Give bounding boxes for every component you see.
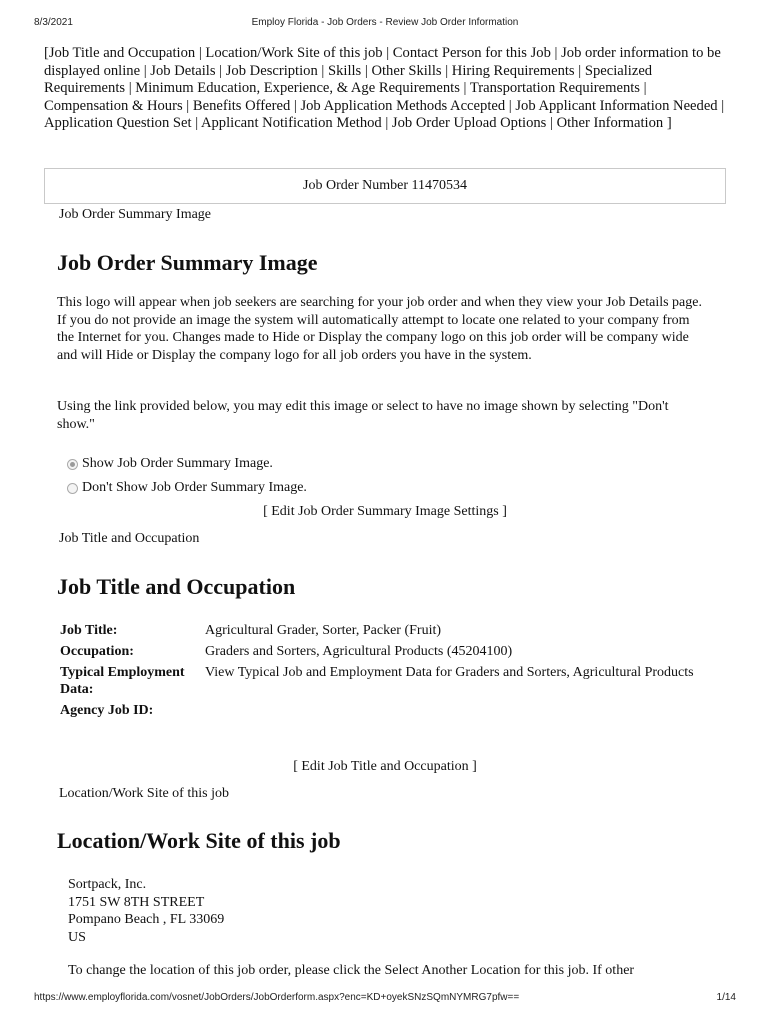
location-anchor-label: Location/Work Site of this job <box>59 786 229 801</box>
country: US <box>68 929 86 945</box>
edit-title-occupation-link[interactable]: [ Edit Job Title and Occupation ] <box>293 759 477 774</box>
change-location-text: To change the location of this job order, please click the Select Another Location for this job. If other <box>68 963 635 978</box>
job-order-number: Job Order Number 11470534 <box>303 178 467 193</box>
table-row <box>60 702 720 720</box>
hide-image-option[interactable] <box>67 480 307 496</box>
show-image-option[interactable] <box>67 456 273 472</box>
job-title-table <box>60 622 720 723</box>
location-heading: Location/Work Site of this job <box>57 828 341 853</box>
typical-employment-label: Typical Employment Data: <box>60 664 185 698</box>
section-nav-links[interactable]: [Job Title and Occupation | Location/Work Site of this job | Contact Person for this Job | Job order information to be displayed online | Job Details | Job Description | Skills | Other Skills | Hiring Requirements | Specialized Requirements | Minimum Education, Experience, & Age Requirements | Transportation Requirements | Compensation & Hours | Benefits Offered | Job Application Methods Accepted | Job Applicant Information Needed | Application Question Set | Applicant Notification Method | Job Order Upload Options | Other Information ] <box>44 45 725 131</box>
print-date: 8/3/2021 <box>34 17 73 28</box>
occupation-label: Occupation: <box>60 643 134 659</box>
summary-image-anchor-label: Job Order Summary Image <box>59 207 212 222</box>
summary-image-heading: Job Order Summary Image <box>57 250 318 275</box>
job-title-label: Job Title: <box>60 623 118 638</box>
typical-employment-link[interactable]: View Typical Job and Employment Data for Graders and Sorters, Agricultural Products <box>205 664 694 680</box>
print-footer <box>0 992 770 1006</box>
job-order-number-box <box>44 168 726 204</box>
title-occupation-heading: Job Title and Occupation <box>57 574 296 599</box>
edit-summary-image-link[interactable]: [ Edit Job Order Summary Image Settings ] <box>263 504 507 519</box>
street-address: 1751 SW 8TH STREET <box>68 894 205 910</box>
agency-job-id-label: Agency Job ID: <box>60 703 154 719</box>
page-number: 1/14 <box>716 992 736 1003</box>
company-name: Sortpack, Inc. <box>68 877 147 892</box>
hide-image-label: Don't Show Job Order Summary Image. <box>82 480 307 495</box>
summary-image-description: This logo will appear when job seekers are searching for your job order and when they view your Job Details page. If you do not provide an image the system will automatically attempt to locate one related to your company from the Internet for you. Changes made to Hide or Display the company logo on this job order will be company wide and will Hide or Display the company logo for all job orders you have in the system. <box>57 295 702 363</box>
show-image-label: Show Job Order Summary Image. <box>82 456 273 471</box>
work-site-address <box>68 876 224 946</box>
print-url: https://www.employflorida.com/vosnet/JobOrders/JobOrderform.aspx?enc=KD+oyekSNzSQmNYMRG7pfw== <box>34 992 520 1003</box>
job-title-value: Agricultural Grader, Sorter, Packer (Fruit) <box>205 623 442 638</box>
occupation-value: Graders and Sorters, Agricultural Products (45204100) <box>205 643 513 659</box>
agency-job-id-value <box>205 702 720 720</box>
hide-image-radio[interactable] <box>67 483 78 494</box>
print-title: Employ Florida - Job Orders - Review Job Order Information <box>251 17 519 28</box>
print-header <box>0 17 770 31</box>
city-state-zip: Pompano Beach , FL 33069 <box>68 912 225 928</box>
show-image-radio[interactable] <box>67 459 78 470</box>
title-occupation-anchor-label: Job Title and Occupation <box>59 531 200 546</box>
table-row <box>60 622 720 640</box>
table-row <box>60 664 720 699</box>
summary-image-instructions: Using the link provided below, you may edit this image or select to have no image shown by selecting "Don't show." <box>57 399 669 432</box>
table-row <box>60 643 720 661</box>
